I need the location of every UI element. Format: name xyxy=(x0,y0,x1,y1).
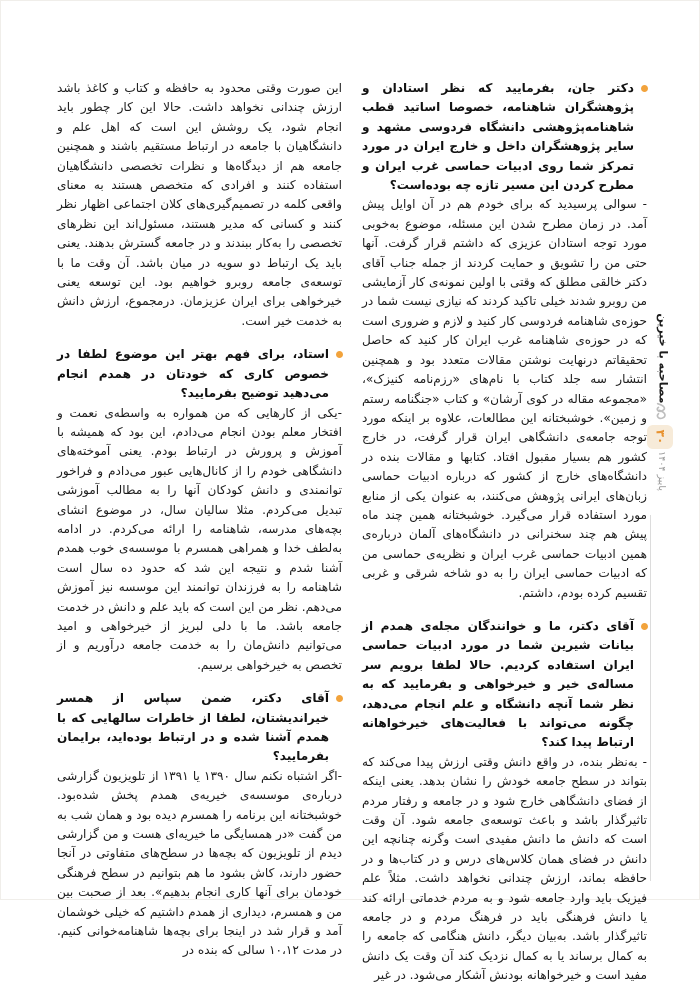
interview-question xyxy=(57,345,342,403)
interview-question xyxy=(362,79,647,195)
interview-answer-continuation: این صورت وقتی محدود به حافظه و کتاب و کاغذ باشد ارزش چندانی نخواهد داشت. حالا این کار چطور باید انجام شود، یک روشش این است که اهل علم و دانشگاهیان با جامعه در ارتباط مستقیم باشند و همچنین جامعه هم از دیدگاه‌ها و نظرات تخصصی دانشگاهیان استفاده کنند و افرادی که متخصص هستند به معنای واقعی کلمه در تصمیم‌گیری‌های کلان اجتماعی اظهار نظر کنند و کسانی که مدیر هستند، مسئول‌اند این نظرهای تخصصی را به‌کار ببندند و در جامعه گسترش بدهند. یعنی باید یک ارتباط دو سویه در میان باشد. آن وقت ما با توسعه‌ی جامعه روبرو خواهیم بود. این توسعه یعنی خیرخواهی برای ایران عزیزمان. درمجموع، ارزش دانش به خدمت خیر است. xyxy=(57,81,342,328)
question-text: استاد، برای فهم بهتر این موضوع لطفا در خصوص کاری که خودتان در همدم انجام می‌دهید توضیح بفرمایید؟ xyxy=(57,347,329,401)
sidebar-vertical-rule xyxy=(650,515,651,881)
question-bullet-icon xyxy=(641,85,648,92)
interview-answer: -یکی از کارهایی که من همواره به واسطه‌ی نعمت و افتخار معلم بودن انجام می‌دادم، این بود که همیشه با آموزش و پرورش در ارتباط بودم. یعنی آموخته‌های دانشگاهی خودم را از کانال‌هایی عبور می‌دادم و فراخور توانمندی و دانش کودکان آنها را به مطالب آموزشی تبدیل می‌کردم. مثلا سالیان سال، در موضوع انشای بچه‌های مدرسه، شاهنامه را ارائه می‌کردم. در ادامه به‌لطف خدا و همراهی همسرم با موسسه‌ی خوب همدم آشنا شدم و نتیجه این شد که حدود ده سال است شاهنامه را به فرزندان توانمند این موسسه نیز آموزش می‌دهم. نظر من این است که باید علم و دانش در خدمت جامعه باشد. ما با دلی لبریز از خیرخواهی و امید می‌توانیم دانش‌مان را به خدمت جامعه درآوریم و از تخصص به خیرخواهی برسیم. xyxy=(57,405,342,672)
question-bullet-icon xyxy=(336,351,343,358)
question-text: آقای دکتر، ضمن سپاس از همسر خیراندیشتان، لطفا از خاطرات سالهایی که با همدم آشنا شده و در ارتباط بوده‌اید، برایمان بفرمایید؟ xyxy=(57,691,329,764)
page-number: ۳۰ xyxy=(653,429,667,445)
article-columns xyxy=(58,79,647,986)
interview-answer: - سوالی پرسیدید که برای خودم هم در آن اوایل پیش آمد. در زمان مطرح شدن این مسئله، موضوع به‌خوبی مورد توجه استادان عزیزی که داشتم قرار گرفت. آنها حتی من را تشویق و حمایت کردند از جمله جناب آقای دکتر خالقی مطلق که وقتی با اولین نمونه‌ی کار آزمایشی من روبرو شدند خیلی تاکید کردند که نیازی نیست شما در حوزه‌ی شاهنامه فردوسی کار کنید و لازم و ضروری است که در حوزه‌ی شاهنامه غرب ایران کار کنید که حاصل تحقیقاتم درنهایت نوشتن مقالات متعدد بود و همچنین انتشار سه جلد کتاب با نام‌های «رزم‌نامه کنیزک»، «مجموعه مقاله در کوی آرشان» و کتاب «جنگنامه رستم و زمین». خوشبختانه این مطالعات، علاوه بر اینکه مورد توجه جامعه‌ی دانشگاهی ایران قرار گرفت، در خارج کشور هم بسیار مقبول افتاد. کتابها و مقالات بنده در دانشگاه‌های خارج از کشور که درباره ادبیات حماسی زبان‌های ایرانی پژوهش می‌کنند، به عنوان یکی از منابع مورد استفاده قرار می‌گیرد. خوشبختانه همین چند ماه پیش هم چند سخنرانی در دانشگاه‌های آلمان درباره‌ی همین ادبیات حماسی غرب ایران و نظریه‌ی حماسی من که ادبیات حماسی ایران را به دو شاخه شرقی و غربی تقسیم کرده بودم، داشتم. xyxy=(362,197,647,600)
column-right xyxy=(362,79,647,986)
interview-answer: -اگر اشتباه نکنم سال ۱۳۹۰ یا ۱۳۹۱ از تلویزیون گزارشی درباره‌ی موسسه‌ی خیریه‌ی همدم پخش شده‌بود. خوشبختانه این برنامه را همسرم دیده بود و همان شب به من گفت «در همسایگی ما خیریه‌ای هست و من گزارشی دیدم از تلویزیون که بچه‌ها در سطح‌های متفاوتی در آنجا حضور دارند، کاش بشود ما هم بتوانیم در سطح فرهنگی خودمان برای آنها کاری انجام بدهیم». بعد از صحبت بین من و همسرم، دیداری از همدم داشتیم که خیلی خوشمان آمد و قرار شد در اینجا برای بچه‌ها شاهنامه‌خوانی کنیم. در مدت ۱۰،۱۲ سالی که بنده در xyxy=(57,768,342,958)
hamdam-logo-icon xyxy=(652,402,670,422)
question-bullet-icon xyxy=(641,623,648,630)
interview-question xyxy=(57,689,342,767)
issue-label: پاییز ۱۴۰۴ xyxy=(656,451,667,491)
section-tab-label: مصاحبه با خیرین xyxy=(656,313,670,404)
interview-answer: - به‌نظر بنده، در واقع دانش وقتی ارزش پیدا می‌کند که بتواند در سطح جامعه خودش را نشان بدهد. یعنی اینکه از فضای دانشگاهی خارج شود و در جامعه و رفتار مردم تاثیرگذار باشد و باعث توسعه‌ی جامعه شود. آن وقت است که دانش ما دانش مفیدی است وگرنه چنانچه این دانش در فضای همان کلاس‌های درس و در کتاب‌ها و در حافظه بماند، ارزش چندانی نخواهد داشت. مثلاً علم فیزیک باید وارد جامعه شود و به مردم خدماتی ارائه کند یا دانش فرهنگی باید در فرهنگ مردم و در جامعه تاثیرگذار باشد. به‌بیان دیگر، دانش هنگامی که جامعه را به کمال برساند یا به کمال نزدیک کند آن وقت یک دانش مفید است و خیرخواهانه بودنش آشکار می‌شود. در غیر xyxy=(362,754,647,983)
interview-question xyxy=(362,617,647,753)
question-text: آقای دکتر، ما و خوانندگان مجله‌ی همدم از بیانات شیرین شما در مورد ادبیات حماسی ایران استفاده کردیم. حالا لطفا برویم سر مساله‌ی خیر و خیرخواهی و بفرمایید که به نظر شما آنچه دانشگاه و علم انجام می‌دهد، چگونه می‌تواند با فعالیت‌های خیرخواهانه ارتباط پیدا کند؟ xyxy=(362,618,634,750)
question-text: دکتر جان، بفرمایید که نظر استادان و پژوهشگران شاهنامه، خصوصا اساتید قطب شاهنامه‌پژوهشی دانشگاه فردوسی مشهد و سایر پژوهشگران داخل و خارج ایران در مورد تمرکز شما روی ادبیات حماسی غرب ایران و مطرح کردن این مسیر تازه چه بوده‌است؟ xyxy=(362,81,634,193)
column-left xyxy=(57,79,342,986)
question-bullet-icon xyxy=(336,695,343,702)
